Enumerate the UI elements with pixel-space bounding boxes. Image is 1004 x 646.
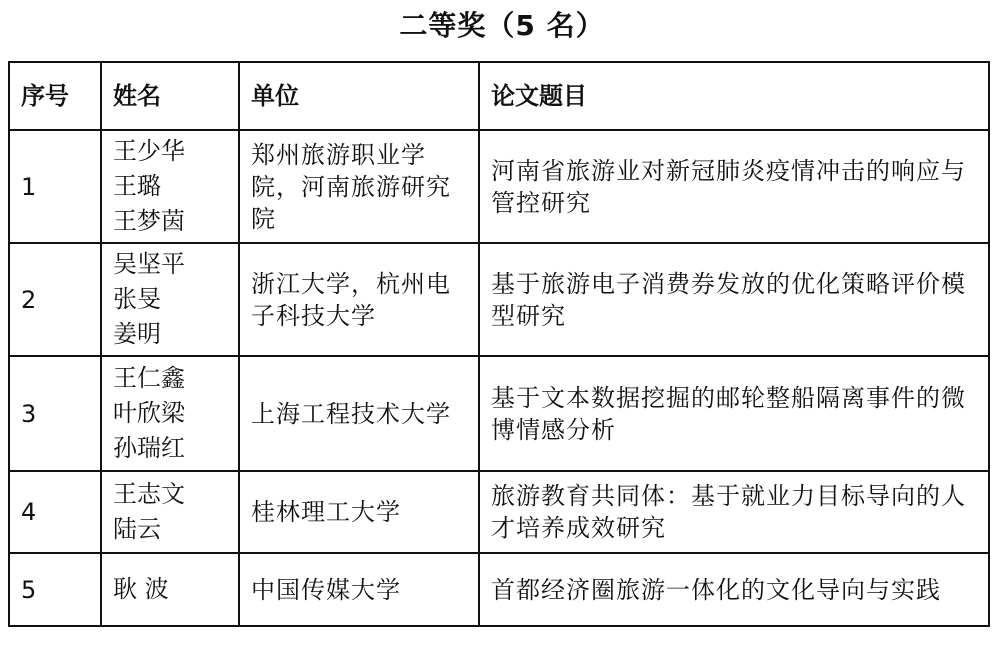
author-name: 姜明 xyxy=(113,320,161,348)
author-name: 叶欣梁 xyxy=(113,399,185,427)
affiliation: 桂林理工大学 xyxy=(239,471,479,553)
header-paper-title: 论文题目 xyxy=(479,62,989,130)
author-names xyxy=(101,553,239,626)
page-title: 二等奖（5 名） xyxy=(399,9,605,42)
author-name: 王璐 xyxy=(113,172,161,200)
affiliation: 郑州旅游职业学院，河南旅游研究院 xyxy=(239,130,479,243)
table-row xyxy=(9,553,989,626)
table-row xyxy=(9,130,989,243)
author-name: 陆云 xyxy=(113,515,161,543)
paper-title: 旅游教育共同体：基于就业力目标导向的人才培养成效研究 xyxy=(479,471,989,553)
affiliation: 中国传媒大学 xyxy=(239,553,479,626)
author-names xyxy=(101,471,239,553)
author-names xyxy=(101,130,239,243)
author-name: 吴坚平 xyxy=(113,250,185,278)
row-number: 1 xyxy=(9,130,101,243)
author-names xyxy=(101,356,239,471)
row-number: 3 xyxy=(9,356,101,471)
header-unit: 单位 xyxy=(239,62,479,130)
paper-title: 首都经济圈旅游一体化的文化导向与实践 xyxy=(479,553,989,626)
author-name: 孙瑞红 xyxy=(113,434,185,462)
author-name: 王志文 xyxy=(113,480,185,508)
paper-title: 基于旅游电子消费券发放的优化策略评价模型研究 xyxy=(479,243,989,356)
row-number: 4 xyxy=(9,471,101,553)
author-name: 张旻 xyxy=(113,285,161,313)
author-name: 耿 波 xyxy=(113,575,169,603)
table-header-row xyxy=(9,62,989,130)
row-number: 5 xyxy=(9,553,101,626)
table-row xyxy=(9,471,989,553)
author-name: 王仁鑫 xyxy=(113,364,185,392)
header-name: 姓名 xyxy=(101,62,239,130)
affiliation: 浙江大学，杭州电子科技大学 xyxy=(239,243,479,356)
table-row xyxy=(9,356,989,471)
header-no: 序号 xyxy=(9,62,101,130)
award-table xyxy=(8,61,990,627)
author-names xyxy=(101,243,239,356)
author-name: 王少华 xyxy=(113,137,185,165)
table-row xyxy=(9,243,989,356)
paper-title: 河南省旅游业对新冠肺炎疫情冲击的响应与管控研究 xyxy=(479,130,989,243)
row-number: 2 xyxy=(9,243,101,356)
affiliation: 上海工程技术大学 xyxy=(239,356,479,471)
paper-title: 基于文本数据挖掘的邮轮整船隔离事件的微博情感分析 xyxy=(479,356,989,471)
author-name: 王梦茵 xyxy=(113,207,185,235)
